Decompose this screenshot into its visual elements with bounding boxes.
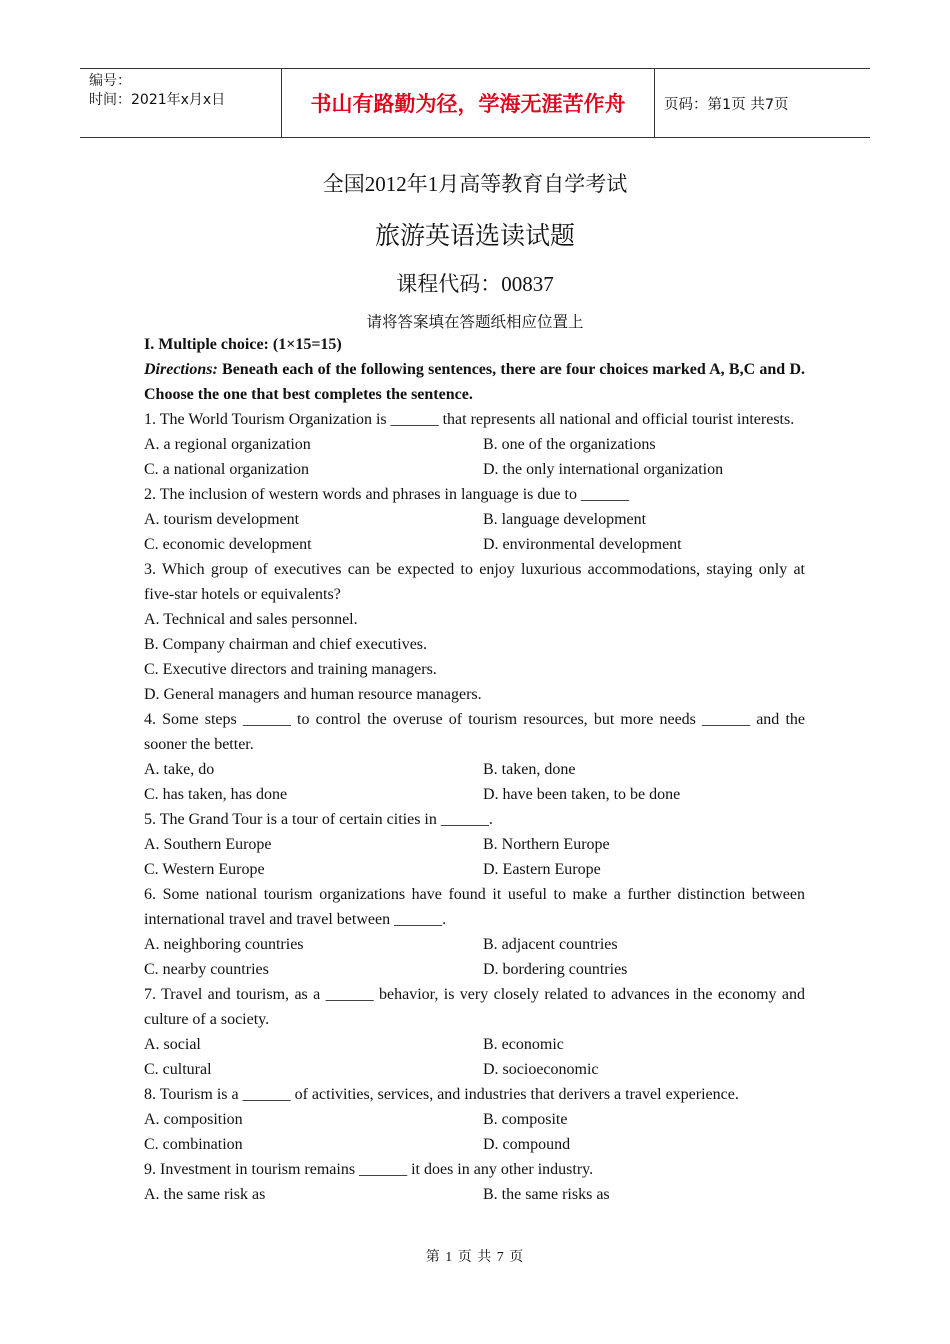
option-row — [144, 757, 805, 782]
option-row — [144, 932, 805, 957]
option: C. combination — [144, 1136, 243, 1153]
header-divider — [654, 69, 655, 137]
option: C. Executive directors and training managers. — [144, 661, 437, 678]
option: C. cultural — [144, 1061, 212, 1078]
page-footer: 第 1 页 共 7 页 — [425, 1250, 525, 1265]
option-row — [144, 782, 805, 807]
option: B. taken, done — [483, 761, 576, 778]
option: A. neighboring countries — [144, 936, 304, 953]
exam-subject: 旅游英语选读试题 — [374, 223, 575, 250]
option: B. adjacent countries — [483, 936, 618, 953]
option-row — [144, 507, 805, 532]
option-row — [144, 1032, 805, 1057]
option: D. bordering countries — [483, 961, 628, 978]
option: D. compound — [483, 1136, 571, 1153]
option-row — [144, 1107, 805, 1132]
option: A. take, do — [144, 761, 215, 778]
option-row — [144, 532, 805, 557]
option: D. environmental development — [483, 536, 682, 553]
option: A. tourism development — [144, 511, 300, 528]
option: D. the only international organization — [483, 461, 724, 478]
option: B. language development — [483, 511, 647, 528]
option: A. the same risk as — [144, 1186, 266, 1203]
option: A. Southern Europe — [144, 836, 272, 853]
option: A. social — [144, 1036, 201, 1053]
question-stem: 3. Which group of executives can be expected to enjoy luxurious accommodations, staying only at five-star hotels or equivalents? — [144, 561, 805, 603]
option: B. the same risks as — [483, 1186, 610, 1203]
header-left — [89, 72, 225, 110]
question-stem: 5. The Grand Tour is a tour of certain cities in ______. — [144, 811, 493, 828]
exam-title: 全国2012年1月高等教育自学考试 — [322, 172, 628, 196]
option: B. Company chairman and chief executives. — [144, 636, 428, 653]
page-header — [80, 68, 870, 138]
option: A. a regional organization — [144, 436, 311, 453]
header-page-info: 页码：第1页 共7页 — [664, 96, 789, 113]
exam-content — [144, 332, 805, 1207]
option-row — [144, 1182, 805, 1207]
option-row — [144, 1132, 805, 1157]
answer-note: 请将答案填在答题纸相应位置上 — [366, 314, 584, 331]
option: C. economic development — [144, 536, 312, 553]
question-stem: 4. Some steps ______ to control the overuse of tourism resources, but more needs ______ and the sooner the better. — [144, 711, 805, 753]
serial-label: 编号： — [89, 73, 131, 89]
section-heading: I. Multiple choice: (1×15=15) — [144, 336, 342, 353]
option: A. composition — [144, 1111, 243, 1128]
option: C. has taken, has done — [144, 786, 288, 803]
option: D. Eastern Europe — [483, 861, 601, 878]
question-stem: 9. Investment in tourism remains ______ it does in any other industry. — [144, 1161, 594, 1178]
option: D. General managers and human resource managers. — [144, 686, 482, 703]
option: C. nearby countries — [144, 961, 269, 978]
option-row — [144, 432, 805, 457]
date-label: 时间：2021年x月x日 — [89, 92, 226, 108]
option: D. socioeconomic — [483, 1061, 599, 1078]
option: D. have been taken, to be done — [483, 786, 681, 803]
question-stem: 8. Tourism is a ______ of activities, services, and industries that derivers a travel experience. — [144, 1086, 739, 1103]
directions-text: Beneath each of the following sentences, there are four choices marked A, B,C and D. Choose the one that best completes the sentence. — [144, 361, 805, 403]
directions-label: Directions: — [144, 361, 218, 378]
question-stem: 2. The inclusion of western words and phrases in language is due to ______ — [144, 486, 629, 503]
option: B. economic — [483, 1036, 564, 1053]
question-stem: 7. Travel and tourism, as a ______ behavior, is very closely related to advances in the economy and culture of a society. — [144, 986, 805, 1028]
option-row — [144, 857, 805, 882]
option-row — [144, 1057, 805, 1082]
header-motto: 书山有路勤为径，学海无涯苦作舟 — [310, 92, 626, 116]
directions — [144, 357, 805, 407]
option: B. one of the organizations — [483, 436, 656, 453]
question-stem: 1. The World Tourism Organization is ______ that represents all national and official tourist interests. — [144, 411, 795, 428]
option-row — [144, 832, 805, 857]
option: C. Western Europe — [144, 861, 265, 878]
course-code: 课程代码：00837 — [396, 272, 554, 296]
option: A. Technical and sales personnel. — [144, 611, 358, 628]
option-row — [144, 457, 805, 482]
option-row — [144, 957, 805, 982]
option: B. composite — [483, 1111, 568, 1128]
option: B. Northern Europe — [483, 836, 610, 853]
option: C. a national organization — [144, 461, 309, 478]
question-stem: 6. Some national tourism organizations have found it useful to make a further distinction between international travel and travel between ______. — [144, 886, 805, 928]
